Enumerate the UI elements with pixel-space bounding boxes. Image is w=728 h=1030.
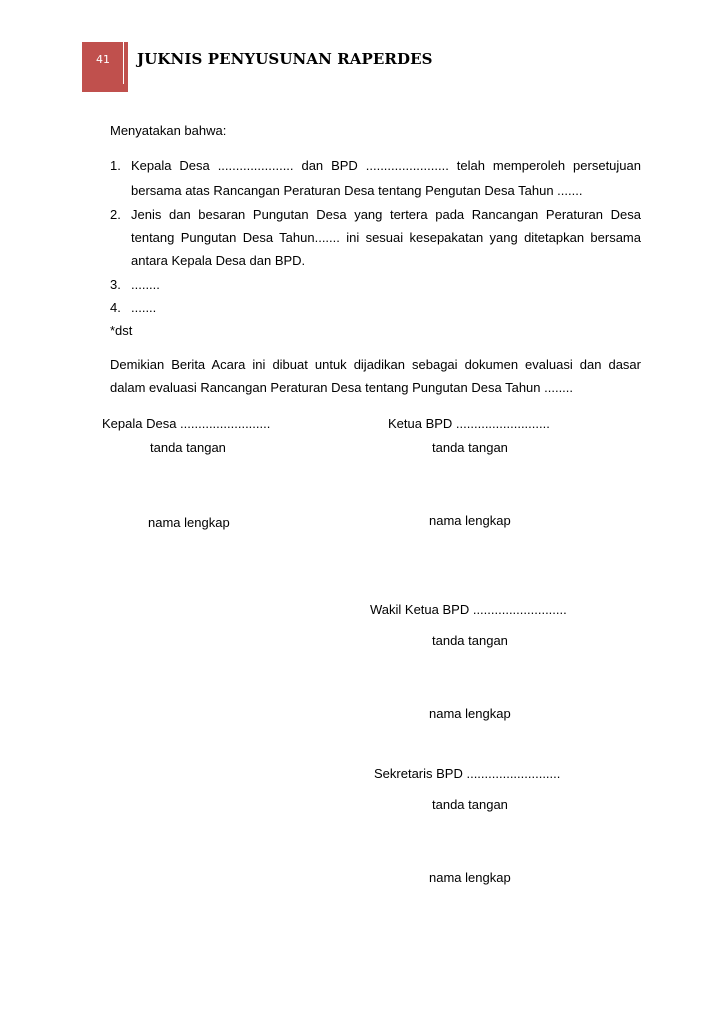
list-item-2-line-1: Jenis dan besaran Pungutan Desa yang tertera pada Rancangan Peraturan Desa — [131, 207, 641, 222]
page-number-box — [82, 42, 128, 92]
kepala-desa-sign: tanda tangan — [150, 440, 226, 455]
header-divider — [123, 42, 124, 84]
wakil-ketua-bpd-name: nama lengkap — [429, 706, 511, 721]
sekretaris-bpd-title: Sekretaris BPD .......................... — [374, 766, 561, 781]
closing-line-1: Demikian Berita Acara ini dibuat untuk dijadikan sebagai dokumen evaluasi dan dasar — [110, 357, 641, 372]
list-item-1-line-2: bersama atas Rancangan Peraturan Desa tentang Pengutan Desa Tahun ....... — [131, 183, 583, 198]
list-item-2-line-3: antara Kepala Desa dan BPD. — [131, 253, 306, 268]
list-number: 1. — [110, 158, 121, 173]
ketua-bpd-name: nama lengkap — [429, 513, 511, 528]
closing-line-2: dalam evaluasi Rancangan Peraturan Desa tentang Pungutan Desa Tahun ........ — [110, 380, 574, 395]
kepala-desa-title: Kepala Desa ......................... — [102, 416, 271, 431]
ketua-bpd-title: Ketua BPD .......................... — [388, 416, 550, 431]
ketua-bpd-sign: tanda tangan — [432, 440, 508, 455]
intro-text: Menyatakan bahwa: — [110, 123, 227, 138]
list-item-3: ........ — [131, 277, 160, 292]
header-title: JUKNIS PENYUSUNAN RAPERDES — [137, 50, 433, 68]
wakil-ketua-bpd-sign: tanda tangan — [432, 633, 508, 648]
list-item-1-line-1: Kepala Desa ..................... dan BPD ....................... telah memperoleh persetujuan — [131, 158, 641, 173]
sekretaris-bpd-sign: tanda tangan — [432, 797, 508, 812]
kepala-desa-name: nama lengkap — [148, 515, 230, 530]
page-number: 41 — [96, 53, 110, 66]
list-number: 4. — [110, 300, 121, 315]
wakil-ketua-bpd-title: Wakil Ketua BPD .......................... — [370, 602, 567, 617]
sekretaris-bpd-name: nama lengkap — [429, 870, 511, 885]
list-item-2-line-2: tentang Pungutan Desa Tahun....... ini sesuai kesepakatan yang ditetapkan bersama — [131, 230, 641, 245]
list-number: 3. — [110, 277, 121, 292]
list-number: 2. — [110, 207, 121, 222]
dst-note: *dst — [110, 323, 133, 338]
list-item-4: ....... — [131, 300, 157, 315]
